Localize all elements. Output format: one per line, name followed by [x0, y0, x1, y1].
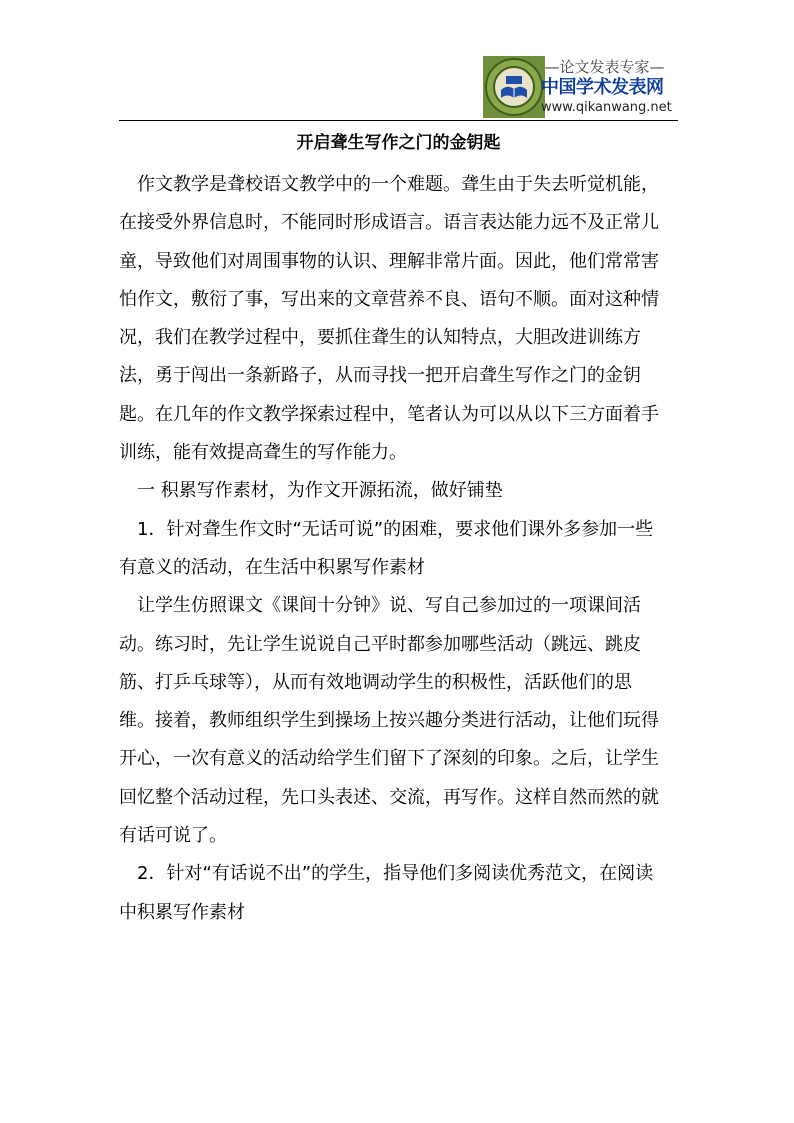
site-logo [483, 56, 671, 118]
section-heading-1: 一 积累写作素材，为作文开源拓流，做好铺垫 [137, 480, 503, 502]
paragraph-activity: 让学生仿照课文《课间十分钟》说、写自己参加过的一项课间活动。练习时，先让学生说说自己平时都参加哪些活动（跳远、跳皮筋、打乒乓球等），从而有效地调动学生的积极性，活跃他们的思维。接着，教师组织学生到操场上按兴趣分类进行活动，让他们玩得开心，一次有意义的活动给学生们留下了深刻的印象。之后，让学生回忆整个活动过程，先口头表述、交流，再写作。这样自然而然的就有话可说了。 [119, 595, 659, 847]
document-title: 开启聋生写作之门的金钥匙 [296, 133, 501, 153]
subsection-heading-1: 1．针对聋生作文时“无话可说”的困难，要求他们课外多参加一些有意义的活动，在生活中积累写作素材 [119, 518, 654, 578]
header-divider [119, 120, 678, 121]
subsection-heading-2: 2．针对“有话说不出”的学生，指导他们多阅读优秀范文，在阅读中积累写作素材 [119, 863, 654, 923]
paragraph-intro: 作文教学是聋校语文教学中的一个难题。聋生由于失去听觉机能，在接受外界信息时，不能同时形成语言。语言表达能力远不及正常儿童，导致他们对周围事物的认识、理解非常片面。因此，他们常常害怕作文，敷衍了事，写出来的文章营养不良、语句不顺。面对这种情况，我们在教学过程中，要抓住聋生的认知特点，大胆改进训练方法，勇于闯出一条新路子，从而寻找一把开启聋生写作之门的金钥匙。在几年的作文教学探索过程中，笔者认为可以从以下三方面着手训练，能有效提高聋生的写作能力。 [119, 174, 659, 464]
logo-site-name: 中国学术发表网 [541, 77, 664, 98]
logo-url: www.qikanwang.net [541, 100, 672, 115]
book-emblem-icon [483, 56, 545, 118]
logo-tagline: —论文发表专家— [544, 58, 665, 76]
document-body [119, 166, 667, 932]
